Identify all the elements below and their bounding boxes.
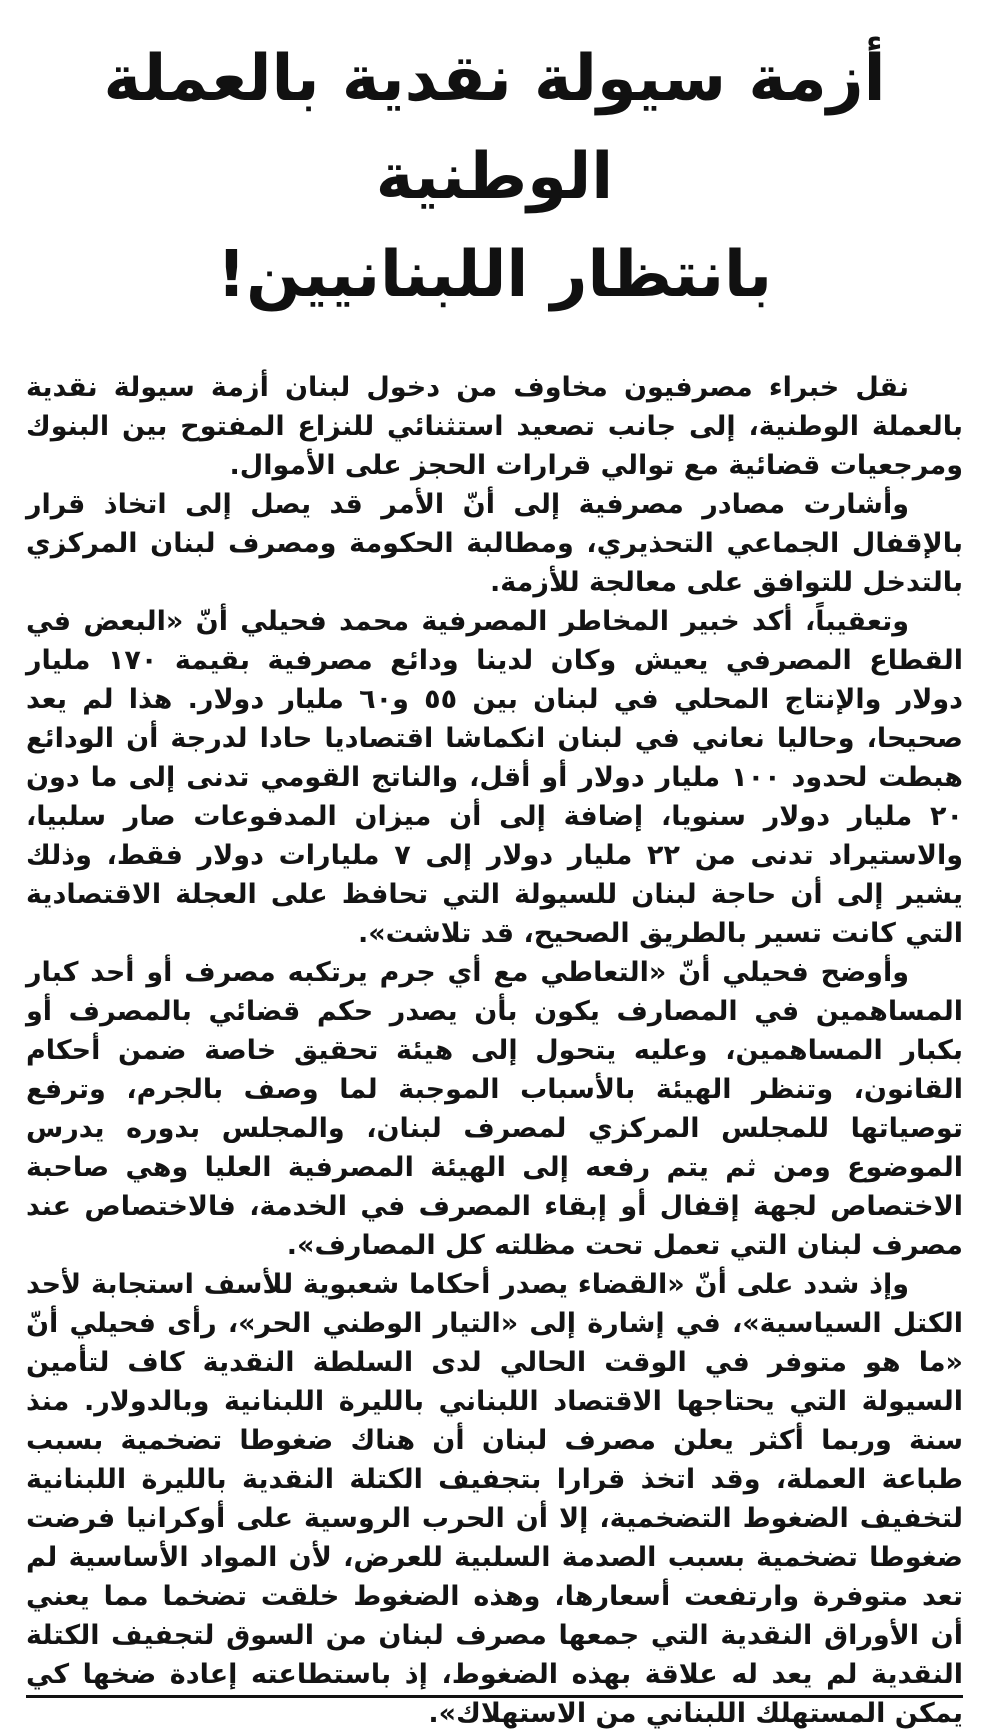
article-paragraph-2: وأشارت مصادر مصرفية إلى أنّ الأمر قد يصل إلى اتخاذ قرار بالإقفال الجماعي التحذيري، ومطالبة الحكومة ومصرف لبنان المركزي بالتدخل للتوافق على معالجة للأزمة.	[26, 489, 963, 598]
article-body	[26, 368, 963, 1733]
headline-line-2: بانتظار اللبنانيين!	[216, 238, 773, 312]
article-headline	[26, 30, 963, 324]
article-paragraph-4: وأوضح فحيلي أنّ «التعاطي مع أي جرم يرتكبه مصرف أو أحد كبار المساهمين في المصارف يكون بأن يصدر حكم قضائي بالمصرف أو بكبار المساهمين، وعليه يتحول إلى هيئة تحقيق خاصة ضمن أحكام القانون، وتنظر الهيئة بالأسباب الموجبة لما وصف بالجرم، وترفع توصياتها للمجلس المركزي لمصرف لبنان، والمجلس بدوره يدرس الموضوع ومن ثم يتم رفعه إلى الهيئة المصرفية العليا وهي صاحبة الاختصاص لجهة إقفال أو إبقاء المصرف في الخدمة، فالاختصاص عند مصرف لبنان التي تعمل تحت مظلته كل المصارف».	[26, 957, 963, 1261]
article-paragraph-1: نقل خبراء مصرفيون مخاوف من دخول لبنان أزمة سيولة نقدية بالعملة الوطنية، إلى جانب تصعيد استثنائي للنزاع المفتوح بين البنوك ومرجعيات قضائية مع توالي قرارات الحجز على الأموال.	[26, 372, 963, 481]
article-paragraph-5: وإذ شدد على أنّ «القضاء يصدر أحكاما شعبوية للأسف استجابة لأحد الكتل السياسية»، في إشارة إلى «التيار الوطني الحر»، رأى فحيلي أنّ «ما هو متوفر في الوقت الحالي لدى السلطة النقدية كاف لتأمين السيولة التي يحتاجها الاقتصاد اللبناني بالليرة اللبنانية وبالدولار. منذ سنة وربما أكثر يعلن مصرف لبنان أن هناك ضغوطا تضخمية بسبب طباعة العملة، وقد اتخذ قرارا بتجفيف الكتلة النقدية بالليرة اللبنانية لتخفيف الضغوط التضخمية، إلا أن الحرب الروسية على أوكرانيا فرضت ضغوطا تضخمية بسبب الصدمة السلبية للعرض، لأن المواد الأساسية لم تعد متوفرة وارتفعت أسعارها، وهذه الضغوط خلقت تضخما مما يعني أن الأوراق النقدية التي جمعها مصرف لبنان من السوق لتجفيف الكتلة النقدية لم يعد له علاقة بهذه الضغوط، إذ باستطاعته إعادة ضخها كي يمكن المستهلك اللبناني من الاستهلاك».	[26, 1269, 963, 1729]
bottom-divider	[26, 1695, 963, 1698]
headline-line-1: أزمة سيولة نقدية بالعملة الوطنية	[103, 42, 886, 214]
article-paragraph-3: وتعقيباً، أكد خبير المخاطر المصرفية محمد فحيلي أنّ «البعض في القطاع المصرفي يعيش وكان لدينا ودائع مصرفية بقيمة ١٧٠ مليار دولار والإنتاج المحلي في لبنان بين ٥٥ و٦٠ مليار دولار. هذا لم يعد صحيحا، وحاليا نعاني في لبنان انكماشا اقتصاديا حادا لدرجة أن الودائع هبطت لحدود ١٠٠ مليار دولار أو أقل، والناتج القومي تدنى إلى ما دون ٢٠ مليار دولار سنويا، إضافة إلى أن ميزان المدفوعات صار سلبيا، والاستيراد تدنى من ٢٢ مليار دولار إلى ٧ مليارات دولار فقط، وذلك يشير إلى أن حاجة لبنان للسيولة التي تحافظ على العجلة الاقتصادية التي كانت تسير بالطريق الصحيح، قد تلاشت».	[26, 606, 963, 949]
